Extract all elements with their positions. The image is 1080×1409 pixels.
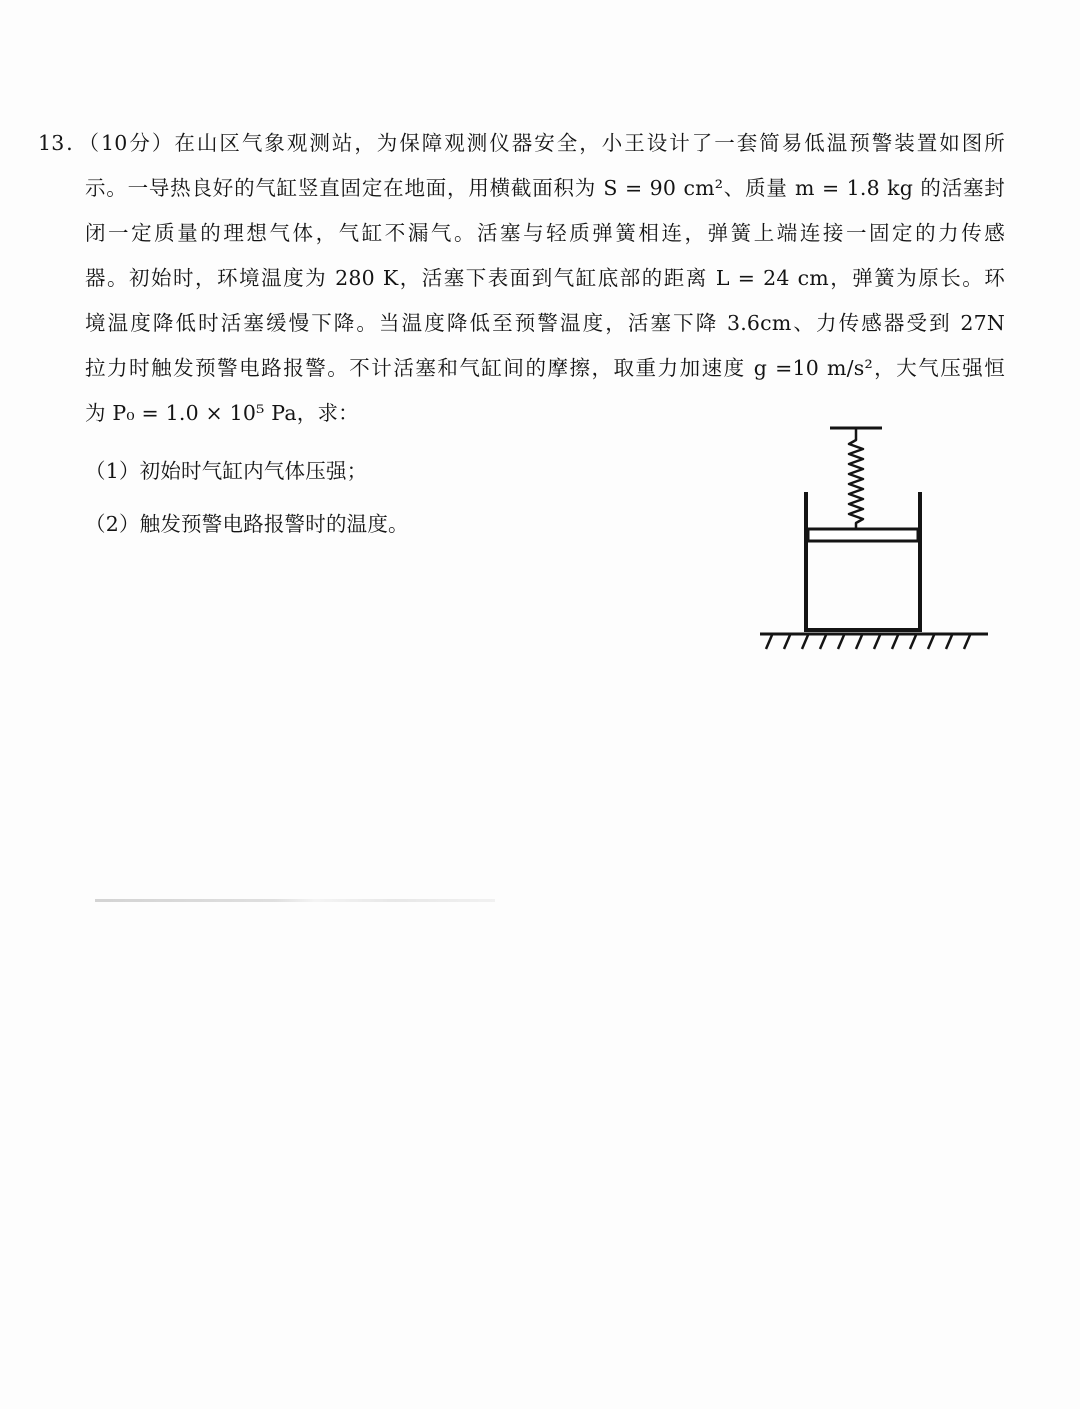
piston	[808, 529, 918, 541]
problem-line-4: 器。初始时，环境温度为 280 K，活塞下表面到气缸底部的距离 L = 24 cm，弹簧为原长。环	[85, 266, 1005, 290]
problem-line-2: 示。一导热良好的气缸竖直固定在地面，用横截面积为 S = 90 cm²、质量 m = 1.8 kg 的活塞封	[85, 176, 1005, 200]
problem-line-5: 境温度降低时活塞缓慢下降。当温度降低至预警温度，活塞下降 3.6cm、力传感器受到 27N	[85, 311, 1005, 335]
scan-artifact-line	[95, 899, 495, 902]
question-2: （2）触发预警电路报警时的温度。	[85, 512, 409, 536]
problem-line-6: 拉力时触发预警电路报警。不计活塞和气缸间的摩擦，取重力加速度 g =10 m/s²，大气压强恒	[85, 356, 1005, 380]
problem-line-3: 闭一定质量的理想气体，气缸不漏气。活塞与轻质弹簧相连，弹簧上端连接一固定的力传感	[85, 221, 1005, 245]
cylinder-spring-diagram	[752, 420, 992, 660]
problem-line-1: 13．（10分）在山区气象观测站，为保障观测仪器安全，小王设计了一套简易低温预警装置如图所	[38, 131, 1005, 155]
spring	[849, 428, 863, 529]
question-1: （1）初始时气缸内气体压强；	[85, 459, 368, 483]
ground-hatching	[766, 635, 970, 649]
problem-line-7: 为 P₀ = 1.0 × 10⁵ Pa，求：	[85, 401, 359, 425]
